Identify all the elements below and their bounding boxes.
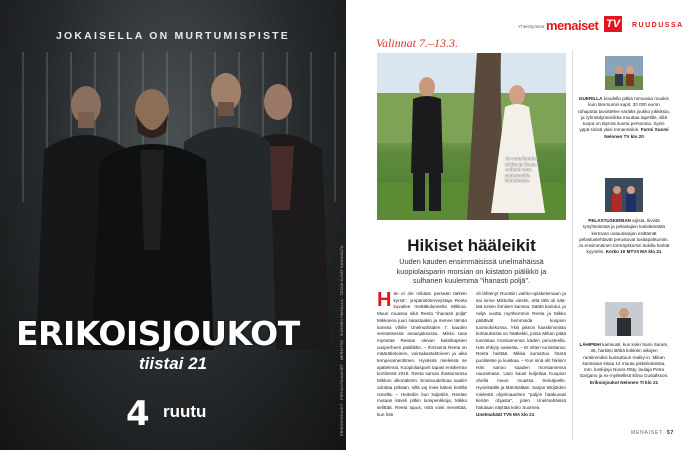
sidebar-body: koudella pitkiä romuusia muukin kuin lämmumin kapit. 30 000 euron rahapotta tavoittelee väräiks joukko jokkiksia, ja ryhmädynamiikka muuttaa tapetille, sillä tuopa on täynnä suuria persoonia. Synti-yppä sinisä ykisi romanssikin. [578,96,670,133]
sidebar-body: kamsusti, kun koiki Sami Saram, 36, harkitsi lähtiä kokkien alkojen rankimmiksi kurisuttuun reality-in. Mikan kanssaan kisaa 14 muuta jukkiskokeista, mm. koskijnja Noora Räty, laulaja Petra Gargano ja ex-mytikellisä Elina Gustafsson. [579,342,669,379]
sidebar-item [578,56,670,140]
header-small-label: Yhteistyössä [518,24,545,29]
article-lead: Uuden kauden ensimmäisissä unelmahäissä kuopiolaisparin morsian on kiistaton piälikkö ja sulhanen kuulemma "ihanasti poljä". [396,257,547,286]
column-divider [572,50,573,440]
page-header [346,14,696,34]
sidebar-byline: Korko 10 MTV3 MA klo 21 [605,249,662,255]
wedding-photo [377,53,566,220]
section-label: RUUDUSSA [632,22,684,29]
drop-cap: H [377,289,392,311]
ruutu-logo: ruutu [163,402,207,421]
sidebar-heading: GUERILLA [578,96,603,101]
article-byline: Unelmahäät TV5 MA klo 21 [476,411,535,417]
sidebar-text [578,342,670,386]
brand-logo: menaiset [546,18,599,33]
editorial-page [346,0,696,450]
ad-tagline: JOKAISELLA ON MURTUMISPISTE [55,30,291,42]
sidebar-thumb-reality [605,302,643,336]
date-range: Valinnat 7.–13.3. [376,36,459,50]
soldiers-group-photo [0,50,346,350]
sidebar-heading: LÄHIPEHI [579,342,601,347]
tv-ad-page [0,0,346,450]
air-time: tiistai 21 [138,354,208,373]
folio-label: MENAISET [631,430,663,436]
sidebar-body: arjista, tiivistä työyhteisöstä ja pelastajien kotielämästä kertovan uutuussarjan esittämät pelastustehtävät perustuvat tositapahtumiin. Jo ensimmäinen törmäyskurssi tiukilla herkät kyynelin. [578,218,670,255]
channel-four-logo: 4 [126,394,150,434]
page-number: 57 [666,430,675,436]
show-title: ERIKOISJOUKOT [16,314,300,353]
sidebar-item [578,302,670,386]
column-1-text: än ei ole mikään perseän tärkein kyrsä", ympäristöterveystaja Reeta kuvailee mettäkuluneelta Mikkoa. Muun muassa sikä Reeta "ihanasti poljä" Mikkoena juuri rakastaakin ja menee tämän kanssa vihille Unelmahäiden 7. kauden seesteisessä avausjaksossa. Mikko taas myöntää Reetan olevan kaksikapsien uusperheen päällikkö. – Ihmisenä Reeta on määrätietoinen, voimakastahtoinen ja aika temperamenttinen. Hyvässä mielessä se ajattelevat. Kuopiolaisparit tapasi ensikerran kortilessä 2016. Reeta saman ihastumensa Mikkon ulkonäköön. Ensisuudelmaa saatiin odottaa pitkään, sillä vaj mies kätesi kortillä nimellä. – Heiteikin kun kuljettiin, Reetan mutaan käveli pitkin lumipenkkoja, Mikko selittää. Reeta tapus, mitä voisi menettää, kun hän [377,291,467,417]
man-front [92,89,214,350]
article-column-2 [476,291,566,418]
sidebar-byline: Farmi Suomi Nelonen TV klo 20 [604,127,669,139]
wedding-couple-illustration [377,53,566,220]
page-folio [631,430,674,436]
sidebar-byline: Erikoisjoukot Nelonen TI klo 21 [589,379,659,385]
sidebar-thumb-rescue [605,178,643,212]
photo-caption: Jo vuosikaudet Mikko ja Reeta suhteet ovat molemmilla hiuksineen. [505,156,538,184]
sidebar-text [578,96,670,140]
column-2-text: oli lähtenyt Ruotsiin vaihto-opiskelemaan ja sai sinne Mikkolta viestin, että tälä oli sää- tää toisen ihmisen kanssa. Säätö kariutui, ja neljä vuotta myöhemmin Reeta ja Mikko päättivät hemmoida kuopion tuomiokirkossa. Yksi jakson haaskimmista kohtauksista on hääkekki, jossa Mikan pitää tunnistaa morsiamensa käden perusteella. Hän ehtiyty naisesta. – Et sitten tunnistanut, Reeta heittää. Mikka kumartuu häntä puoliteitse ja kuiskaa. – Kun sinä olit hikisin! Hän sanoo saaden morsiamensa nauramaan. Uusi kausi kuljettaa Kuopion ohella muun muassa Seinäjoelle, Hyvinkäälle ja Mäntsälään. Sarjan tekijöiden mielestä ohjelmaanhen "paljon hääkuvasi tienän ohjasta", joten Unelmahäissä halutaan näyttää koko Suomea. [476,291,566,410]
ad-legal-text: ERIKOISJOUKOT · PERJANTAINAISET · MERKITSE · SUOMEN PAIKALLA · TÄSSÄ KUVAT KANAVALTA [339,245,344,436]
article-headline: Hikiset hääleikit [407,236,536,255]
sidebar-thumb-farm [605,56,643,90]
tv-mark-icon: TV [605,18,621,30]
sidebar-heading: PELASTUSKEIMAN [588,218,631,223]
sidebar-item [578,178,670,256]
sidebar-text [578,218,670,256]
article-column-1 [377,291,467,418]
